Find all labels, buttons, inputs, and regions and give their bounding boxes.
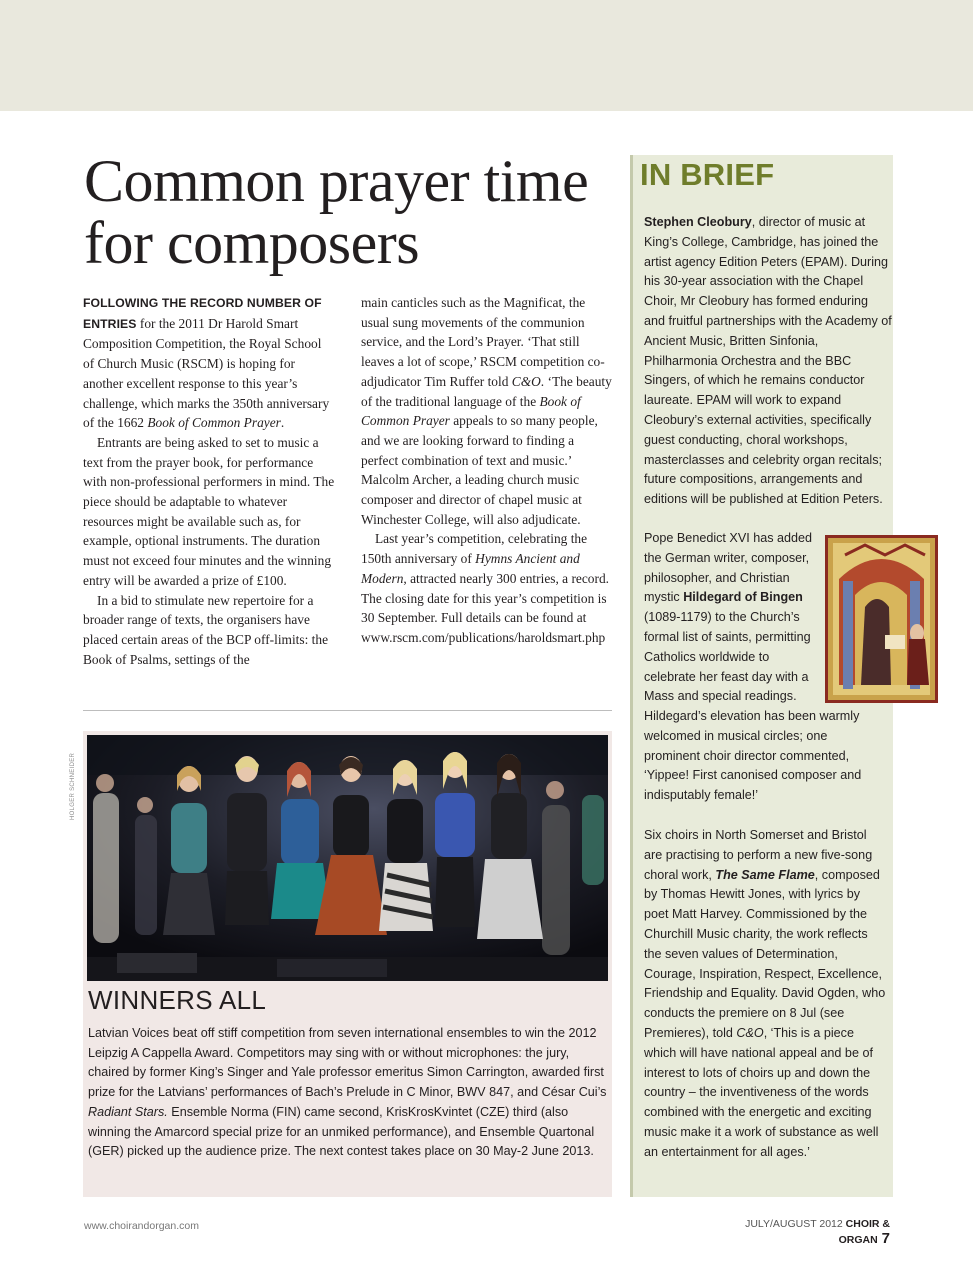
brief-item-hildegard-cont: Hildegard’s elevation has been warmly welcomed in musical circles; one prominent choir director commented, ‘Yippee! First canonised composer and indisputably female!’ [644,709,862,803]
article-paragraph: In a bid to stimulate new repertoire for a broader range of texts, the organisers have placed certain areas of the BCP off-limits: the Book of Psalms, settings of the [83,592,329,667]
book-title: Book of Common Prayer [361,393,581,429]
footer-issue [700,1218,890,1247]
magazine-name: CHOIR & ORGAN [838,1218,890,1246]
issue-date: JULY/AUGUST 2012 [745,1218,843,1230]
brief-item-cleobury [644,213,892,510]
book-title: Hymns Ancient and Modern [361,551,580,586]
article-paragraph: Entrants are being asked to set to music a text from the prayer book, for performance with non-professional performers in mind. The piece should be adaptable to whatever resources might be available such as, for example, optional instruments. The duration must not exceed four minutes and the winning entry will be awarded a prize of £100. [83,434,335,588]
text: Pope Benedict XVI has added the German writer, composer, philosopher, and Christian mystic [644,531,813,605]
choir-photo [87,735,608,981]
winners-heading: WINNERS ALL [88,985,267,1015]
work-title: The Same Flame [715,867,815,882]
text: (1089-1179) to the Church’s formal list of saints, permitting Catholics worldwide to celebrate her feast day with a Mass and special readings. [644,610,811,704]
text: Last year’s competition, celebrating the 150th anniversary of [361,531,588,567]
text: , director of music at King’s College, Cambridge, has joined the artist agency Edition Peters (EPAM). During his 30-year association with the Chapel Choir, Mr Cleobury has formed enduring and fruitful partnerships with the Academy of Ancient Music, Britten Sinfonia, Philharmonia Orchestra and the BBC Singers, of which he remains conductor laureate. EPAM will work to expand Cleobury’s external activities, specifically guest conducting, choral workshops, masterclasses and celebrity organ recitals; future compositions, arrangements and editions will be published at Edition Peters. [644,215,892,507]
text: . [280,415,285,431]
winners-text [88,1024,608,1162]
person-name: Stephen Cleobury [644,215,752,229]
article-paragraph [83,293,335,433]
text: . ‘The beauty of the traditional language of the [361,373,612,409]
magazine-abbrev: C&O [736,1025,764,1040]
text: for the 2011 Dr Harold Smart Composition Competition, the Royal School of Church Music (RSCM) is hoping for another excellent response to this year’s challenge, which marks the 350th anniversary of the 1662 [83,315,330,431]
article-paragraph [361,293,613,529]
article-column-1 [83,293,335,669]
magazine-abbrev: C&O [511,373,541,389]
text: main canticles such as the Magnificat, the usual sung movements of the communion service, and the Lord’s Prayer. ‘That still leaves a lot of scope,’ RSCM competition co-adjudicator Tim Ruffer told [361,295,605,389]
article-headline: Common prayer time for composers [84,148,589,276]
photo-credit-text: HOLGER SCHNEIDER [70,752,76,820]
text: Six choirs in North Somerset and Bristol are practising to perform a new five-song choral work, [644,828,873,882]
article-paragraph [361,529,613,647]
brief-item-hildegard [644,529,822,707]
person-name: Hildegard of Bingen [683,590,803,605]
page-number: 7 [881,1230,890,1247]
article-column-2 [361,293,613,648]
photo-credit [70,738,82,820]
text: , composed by Thomas Hewitt Jones, with lyrics by poet Matt Harvey. Commissioned by the Churchill Music charity, the work reflects the seven values of Determination, Courage, Inspiration, Respect, Excellence, Friendship and Equality. David Ogden, who conducts the premiere on 8 Jul (see Premieres), told [644,867,886,1040]
text: Ensemble Norma (FIN) came second, KrisKrosKvintet (CZE) third (also winning the Amarcord special prize for an unmiked performance), and Ensemble Quartonal (GER) picked up the audience prize. The next contest takes place on 30 May-2 June 2013. [88,1104,595,1159]
section-divider [83,710,612,711]
text: Latvian Voices beat off stiff competition from seven international ensembles to win the 2012 Leipzig A Cappella Award. Competitors may sing with or without microphones: the jury, chaired by former King’s Singer and Yale professor emeritus Simon Carrington, awarded first prize for the Latvians’ performances of Bach’s Prelude in C Minor, BWV 847, and César Cui’s [88,1026,607,1100]
in-brief-heading: IN BRIEF [640,157,775,192]
lead-in-caps: FOLLOWING THE RECORD NUMBER OF ENTRIES [83,296,322,331]
hildegard-illumination [825,535,938,703]
book-title: Book of Common Prayer [147,415,281,431]
work-title: Radiant Stars. [88,1104,168,1119]
top-band [0,0,973,111]
footer-website[interactable]: www.choirandorgan.com [84,1220,199,1232]
text: , attracted nearly 300 entries, a record. The closing date for this year’s competition is 30 September. Full details can be found at www.rscm.com/publications/haroldsmart.php [361,570,609,645]
brief-item-same-flame [644,826,888,1163]
text: appeals to so many people, and we are looking forward to finding a perfect combination of text and music.’ Malcolm Archer, a leading church music composer and director of chapel music at Winchester College, will also adjudicate. [361,413,598,527]
text: , ‘This is a piece which will have national appeal and be of interest to lots of choirs up and down the country – the inventiveness of the words combined with the energetic and exciting music make it a work of substance as well an entertainment for all ages.’ [644,1025,879,1159]
